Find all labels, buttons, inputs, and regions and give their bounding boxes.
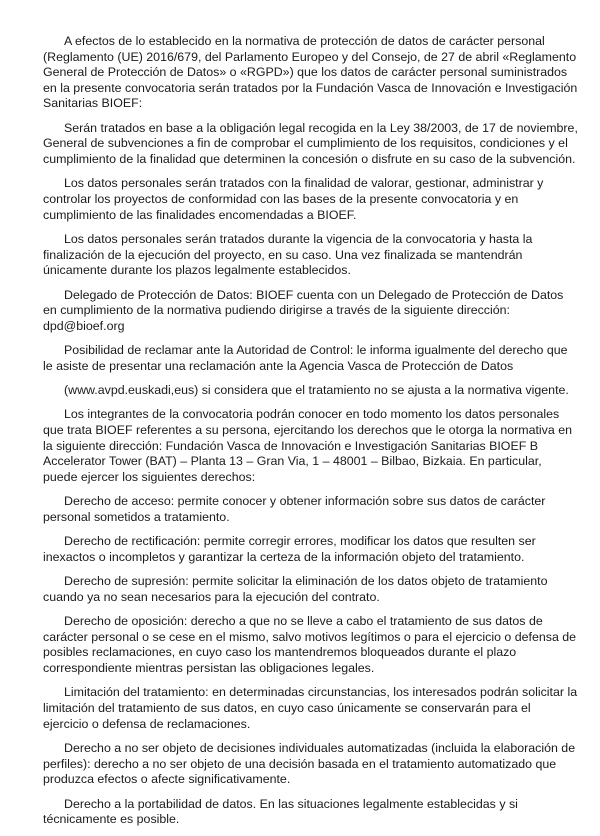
paragraph-right-portability: Derecho a la portabilidad de datos. En las situaciones legalmente establecidas y si técnicamente es posible. (43, 796, 518, 827)
paragraph-complaint: Posibilidad de reclamar ante la Autoridad de Control: le informa igualmente del derecho que le asiste de presentar una reclamación ante la Agencia Vasca de Protección de Datos (43, 343, 568, 373)
paragraph-right-restriction: Limitación del tratamiento: en determinadas circunstancias, los interesados podrán solicitar la limitación del tratamiento de sus datos, en cuyo caso únicamente se conservarán para el ejercicio o defensa de reclamaciones. (43, 685, 578, 731)
paragraph-complaint-url: (www.avpd.euskadi,eus) si considera que el tratamiento no se ajusta a la normativa vigente. (64, 383, 569, 398)
paragraph-right-erasure: Derecho de supresión: permite solicitar la eliminación de los datos objeto de tratamiento cuando ya no sean necesarios para la ejecución del contrato. (43, 574, 548, 604)
paragraph-right-objection: Derecho de oposición: derecho a que no se lleve a cabo el tratamiento de sus datos de carácter personal o se cese en el mismo, salvo motivos legítimos o para el ejercicio o defensa de posibles reclamaciones, en cuyo caso los mantendremos bloqueados durante el plazo correspondiente mientras persistan las obligaciones legales. (43, 614, 577, 675)
paragraph-right-automated-decisions: Derecho a no ser objeto de decisiones individuales automatizadas (incluida la elaboración de perfiles): derecho a no ser objeto de una decisión basada en el tratamiento automatizado que produzca efectos o afecte significativamente. (43, 740, 576, 787)
document-page (43, 34, 578, 836)
paragraph-right-access: Derecho de acceso: permite conocer y obtener información sobre sus datos de carácter personal sometidos a tratamiento. (43, 494, 546, 524)
paragraph-dpo: Delegado de Protección de Datos: BIOEF cuenta con un Delegado de Protección de Datos en cumplimiento de la normativa pudiendo dirigirse a través de la siguiente dirección: dpd@bioef.org (43, 287, 564, 333)
paragraph-rights-intro: Los integrantes de la convocatoria podrán conocer en todo momento los datos personales que trata BIOEF referentes a su persona, ejercitando los derechos que le otorga la normativa en la siguiente dirección: Fundación Vasca de Innovación e Investigación Sanitarias BIOEF B Accelerator Tower (BAT) – Planta 13 – Gran Via, 1 – 48001 – Bilbao, Bizkaia. En particular, puede ejercer los siguientes derechos: (43, 407, 572, 484)
paragraph-retention: Los datos personales serán tratados durante la vigencia de la convocatoria y hasta la finalización de la ejecución del proyecto, en su caso. Una vez finalizada se mantendrán únicamente durante los plazos legalmente establecidos. (43, 231, 533, 278)
paragraph-intro: A efectos de lo establecido en la normativa de protección de datos de carácter personal (Reglamento (UE) 2016/679, del Parlamento Europeo y del Consejo, de 27 de abril «Reglamento General de Protección de Datos» o «RGPD») que los datos de carácter personal suministrados en la presente convocatoria serán tratados por la Fundación Vasca de Innovación e Investigación Sanitarias BIOEF: (43, 34, 578, 111)
paragraph-purpose: Los datos personales serán tratados con la finalidad de valorar, gestionar, administrar y controlar los proyectos de conformidad con las bases de la presente convocatoria y en cumplimiento de las finalidades encomendadas a BIOEF. (43, 176, 544, 222)
paragraph-legal-basis: Serán tratados en base a la obligación legal recogida en la Ley 38/2003, de 17 de noviembre, General de subvenciones a fin de comprobar el cumplimiento de los requisitos, condiciones y el cumplimiento de la finalidad que determinen la concesión o disfrute en su caso de la subvención. (43, 120, 578, 166)
paragraph-right-rectification: Derecho de rectificación: permite corregir errores, modificar los datos que resulten ser inexactos o incompletos y garantizar la certeza de la información objeto del tratamiento. (43, 534, 536, 564)
